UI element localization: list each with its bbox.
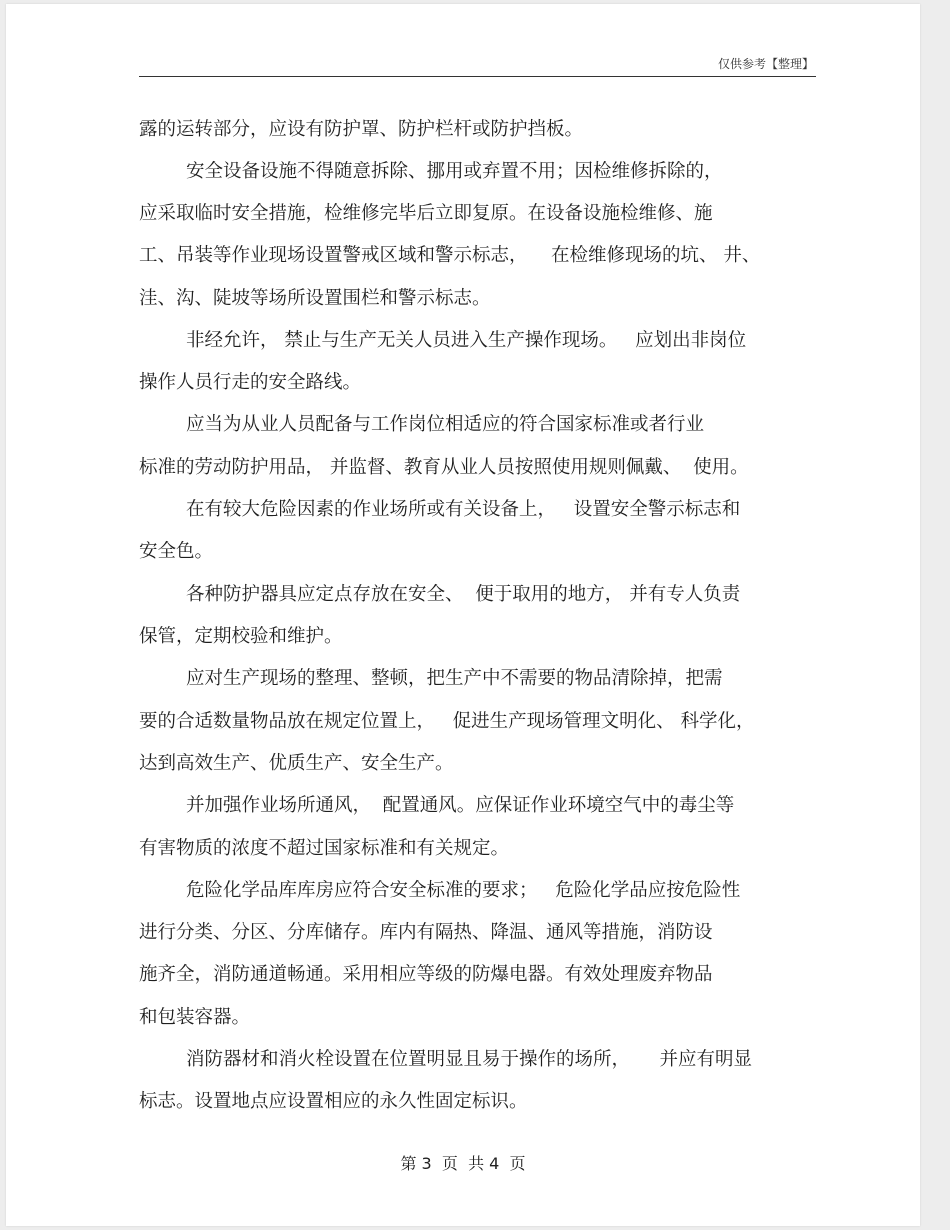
body-line: 洼、沟、陡坡等场所设置围栏和警示标志。 — [139, 288, 491, 309]
body-line: 标准的劳动防护用品， 并监督、教育从业人员按照使用规则佩戴、 使用。 — [139, 457, 749, 478]
body-line: 达到高效生产、优质生产、安全生产。 — [139, 753, 454, 774]
body-line: 安全色。 — [139, 541, 214, 562]
body-line: 标志。设置地点应设置相应的永久性固定标识。 — [139, 1091, 528, 1112]
header-text: 仅供参考【整理】 — [717, 57, 814, 71]
body-line: 在有较大危险因素的作业场所或有关设备上， 设置安全警示标志和 — [139, 499, 741, 520]
body-line: 要的合适数量物品放在规定位置上， 促进生产现场管理文明化、 科学化， — [139, 711, 755, 732]
body-line: 露的运转部分，应设有防护罩、防护栏杆或防护挡板。 — [139, 119, 584, 140]
body-line: 和包装容器。 — [139, 1007, 251, 1028]
body-line: 进行分类、分区、分库储存。库内有隔热、降温、通风等措施，消防设 — [139, 922, 713, 943]
body-line: 消防器材和消火栓设置在位置明显且易于操作的场所， 并应有明显 — [139, 1049, 752, 1070]
body-line: 应采取临时安全措施，检维修完毕后立即复原。在设备设施检维修、施 — [139, 203, 713, 224]
body-line: 安全设备设施不得随意拆除、挪用或弃置不用；因检维修拆除的， — [139, 161, 723, 182]
body-line: 各种防护器具应定点存放在安全、 便于取用的地方， 并有专人负责 — [139, 584, 741, 605]
body-line: 保管，定期校验和维护。 — [139, 626, 343, 647]
body-line: 并加强作业场所通风， 配置通风。应保证作业环境空气中的毒尘等 — [139, 795, 735, 816]
body-line: 应当为从业人员配备与工作岗位相适应的符合国家标准或者行业 — [139, 414, 705, 435]
body-line: 非经允许， 禁止与生产无关人员进入生产操作现场。 应划出非岗位 — [139, 330, 747, 351]
page-number-footer: 第 3 页 共 4 页 — [400, 1154, 526, 1173]
body-line: 有害物质的浓度不超过国家标准和有关规定。 — [139, 838, 510, 859]
body-line: 施齐全，消防通道畅通。采用相应等级的防爆电器。有效处理废弃物品 — [139, 964, 713, 985]
body-line: 工、吊装等作业现场设置警戒区域和警示标志， 在检维修现场的坑、 井、 — [139, 245, 761, 266]
page-header — [139, 56, 816, 77]
body-line: 应对生产现场的整理、整顿，把生产中不需要的物品清除掉，把需 — [139, 668, 723, 689]
body-line: 操作人员行走的安全路线。 — [139, 372, 362, 393]
document-page — [6, 4, 920, 1226]
body-line: 危险化学品库库房应符合安全标准的要求； 危险化学品应按危险性 — [139, 880, 741, 901]
